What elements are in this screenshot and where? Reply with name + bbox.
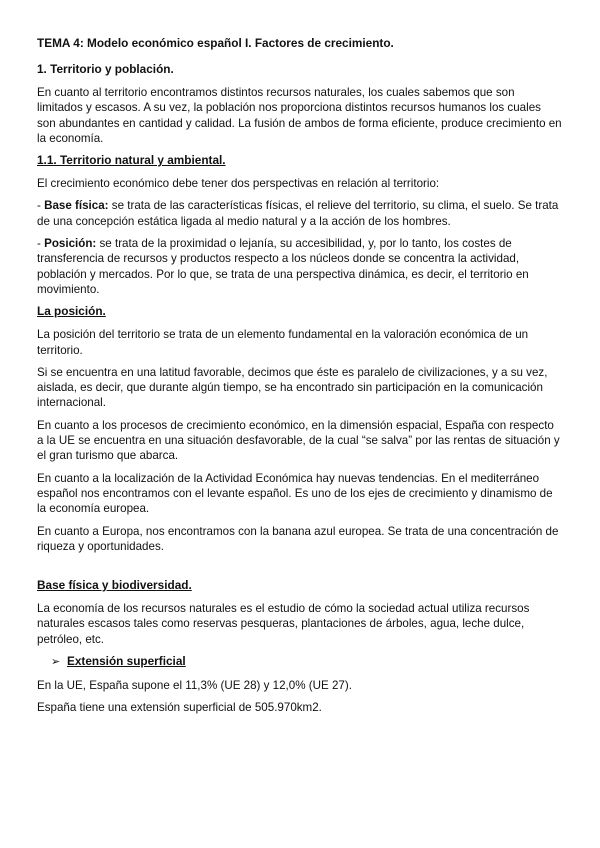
- paragraph-ue-porcentaje: En la UE, España supone el 11,3% (UE 28) y 12,0% (UE 27).: [37, 679, 352, 693]
- paragraph-posicion: [37, 236, 562, 297]
- section-heading-la-posicion: La posición.: [37, 304, 106, 319]
- paragraph-posicion-5: En cuanto a Europa, nos encontramos con la banana azul europea. Se trata de una concentración de riqueza y oportunidades.: [37, 524, 559, 553]
- paragraph-base-fisica: [37, 198, 562, 229]
- prefix-dash: -: [37, 237, 45, 251]
- section-heading-base-fisica: Base física y biodiversidad.: [37, 578, 192, 593]
- term-posicion: Posición:: [44, 237, 97, 251]
- text-base-fisica: se trata de las características físicas, el relieve del territorio, su clima, el suelo. Se trata de una concepción estática ligada al medio natural y a la acción de los hombres.: [37, 199, 559, 228]
- text-posicion: se trata de la proximidad o lejanía, su accesibilidad, y, por lo tanto, los costes de transferencia de recursos y productos respecto a los núcleos donde se concentra la actividad, población y mercados. Por lo que, se trata de una perspectiva dinámica, es decir, el territorio en movimiento.: [37, 237, 529, 296]
- paragraph-posicion-1: La posición del territorio se trata de un elemento fundamental en la valoración económica de un territorio.: [37, 328, 529, 357]
- term-base-fisica: Base física:: [44, 199, 109, 213]
- section-heading-territorio: 1. Territorio y población.: [37, 62, 174, 76]
- document-title: TEMA 4: Modelo económico español I. Factores de crecimiento.: [37, 36, 394, 50]
- paragraph-perspectivas: El crecimiento económico debe tener dos perspectivas en relación al territorio:: [37, 177, 440, 191]
- paragraph-extension: España tiene una extensión superficial de 505.970km2.: [37, 701, 322, 715]
- paragraph-posicion-3: En cuanto a los procesos de crecimiento económico, en la dimensión espacial, España con respecto a la UE se encuentra en una situación desfavorable, de la cual “se salva” por las rentas de situación y el gran turismo que abarca.: [37, 418, 560, 463]
- paragraph-territorio: En cuanto al territorio encontramos distintos recursos naturales, los cuales sabemos que son limitados y escasos. A su vez, la población nos proporciona distintos recursos humanos los cuales son abundantes en cantidad y calidad. La fusión de ambos de forma eficiente, produce crecimiento en la economía.: [37, 86, 562, 145]
- prefix-dash: -: [37, 199, 45, 213]
- paragraph-posicion-2: Si se encuentra en una latitud favorable, decimos que éste es paralelo de civilizaciones, y a su vez, aislada, es decir, que durante algún tiempo, se ha encontrado sin participación en la comunicación internacional.: [37, 365, 548, 410]
- paragraph-recursos-naturales: La economía de los recursos naturales es el estudio de cómo la sociedad actual utiliza recursos naturales escasos tales como reservas pesqueras, plantaciones de árboles, agua, leche dulce, petróleo, etc.: [37, 602, 530, 646]
- section-heading-territorio-natural: 1.1. Territorio natural y ambiental.: [37, 153, 226, 168]
- bullet-label: Extensión superficial: [67, 654, 186, 669]
- paragraph-posicion-4: En cuanto a la localización de la Actividad Económica hay nuevas tendencias. En el mediterráneo español nos encontramos con el levante español. Es uno de los ejes de crecimiento y dinamismo de la economía europea.: [37, 471, 553, 516]
- bullet-extension-superficial: [51, 654, 562, 668]
- spacer: [37, 561, 562, 578]
- arrow-bullet-icon: ➢: [51, 655, 61, 668]
